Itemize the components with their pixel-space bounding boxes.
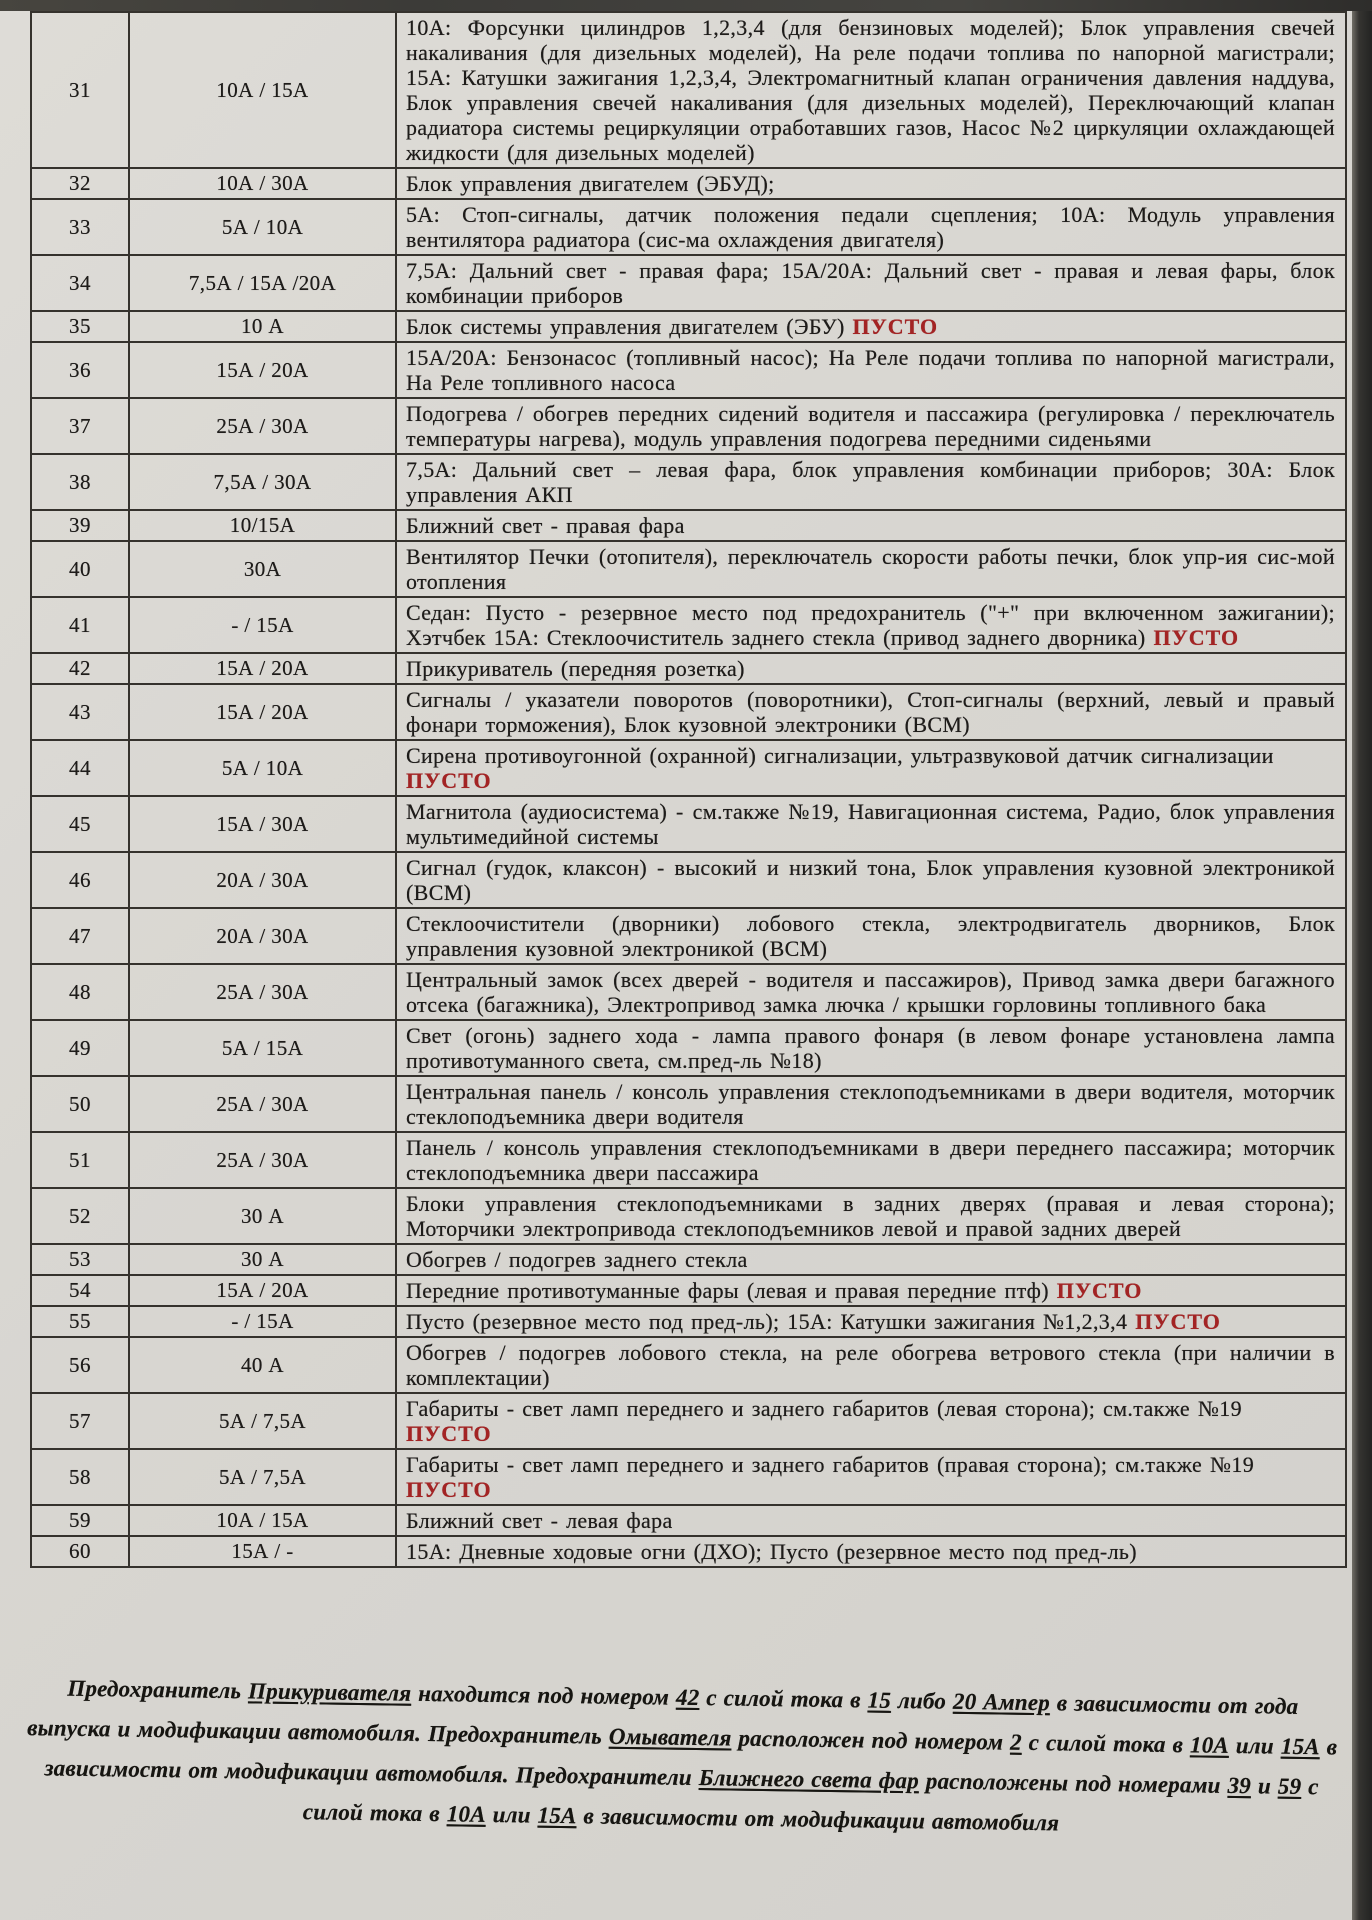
table-row — [31, 1076, 1346, 1132]
empty-marker-label: ПУСТО — [406, 768, 492, 793]
fuse-number-cell: 33 — [31, 199, 129, 255]
description-cell — [396, 1449, 1346, 1505]
table-row — [31, 1393, 1346, 1449]
description-cell — [396, 1188, 1346, 1244]
fuse-number-cell: 44 — [31, 740, 129, 796]
amperage-cell: 15А / 20А — [129, 684, 396, 740]
footer-underlined-term: 39 — [1227, 1772, 1252, 1799]
amperage-cell: 10А / 30А — [129, 168, 396, 199]
description-text: 10А: Форсунки цилиндров 1,2,3,4 (для бензиновых моделей); Блок управления свечей накаливания (для дизельных моделей), На реле подачи топлива по напорной магистрали; 15А: Катушки зажигания 1,2,3,4, Электромагнитный клапан ограничения давления наддува, Блок управления свечей накаливания (для дизельных моделей), Переключающий клапан радиатора системы рециркуляции отработавших газов, Насос №2 циркуляции охлаждающей жидкости (для дизельных моделей) — [406, 15, 1335, 165]
description-text: 15А: Дневные ходовые огни (ДХО); Пусто (резервное место под пред-ль) — [406, 1539, 1137, 1564]
description-cell — [396, 684, 1346, 740]
empty-marker-label: ПУСТО — [852, 314, 939, 339]
amperage-cell: 5А / 7,5А — [129, 1393, 396, 1449]
fuse-number-cell: 54 — [31, 1275, 129, 1306]
description-text: Сигналы / указатели поворотов (поворотники), Стоп-сигналы (верхний, левый и правый фонари торможения), Блок кузовной электроники (ВСМ) — [406, 687, 1335, 737]
description-cell — [396, 255, 1346, 311]
footer-text: в зависимости от модификации автомобиля. Предохранители — [44, 1734, 1338, 1791]
description-cell — [396, 1244, 1346, 1275]
fuse-number-cell: 55 — [31, 1306, 129, 1337]
description-text: Панель / консоль управления стеклоподъемниками в двери переднего пассажира; моторчик стеклоподъемника двери пассажира — [406, 1135, 1335, 1185]
description-cell — [396, 597, 1346, 653]
fuse-number-cell: 46 — [31, 852, 129, 908]
scan-edge-right — [1352, 0, 1372, 1920]
amperage-cell: 10А / 15А — [129, 1505, 396, 1536]
description-cell — [396, 311, 1346, 342]
fuse-number-cell: 57 — [31, 1393, 129, 1449]
description-text: 15А/20А: Бензонасос (топливный насос); На Реле подачи топлива по напорной магистрали, На Реле топливного насоса — [406, 345, 1335, 395]
amperage-cell: - / 15А — [129, 597, 396, 653]
fuse-number-cell: 45 — [31, 796, 129, 852]
footer-text: с силой тока в — [699, 1685, 868, 1713]
amperage-cell: 25А / 30А — [129, 398, 396, 454]
empty-marker-label: ПУСТО — [1135, 1309, 1221, 1334]
table-row — [31, 653, 1346, 684]
fuse-number-cell: 50 — [31, 1076, 129, 1132]
table-row — [31, 796, 1346, 852]
table-row — [31, 908, 1346, 964]
amperage-cell: 7,5А / 30А — [129, 454, 396, 510]
amperage-cell: 15А / 20А — [129, 653, 396, 684]
table-row — [31, 1306, 1346, 1337]
description-cell — [396, 1505, 1346, 1536]
amperage-cell: 10/15А — [129, 510, 396, 541]
fuse-number-cell: 38 — [31, 454, 129, 510]
description-cell — [396, 1536, 1346, 1567]
description-cell — [396, 964, 1346, 1020]
footer-text: Предохранитель — [67, 1675, 249, 1704]
footer-text: в зависимости от года выпуска и модификации автомобиля. Предохранитель — [27, 1690, 1299, 1749]
description-cell — [396, 908, 1346, 964]
footer-underlined-term: 15А — [537, 1802, 577, 1829]
description-cell — [396, 454, 1346, 510]
table-row — [31, 964, 1346, 1020]
empty-marker-label: ПУСТО — [406, 1477, 492, 1502]
description-text: Блок управления двигателем (ЭБУД); — [406, 171, 775, 196]
description-text: Ближний свет - правая фара — [406, 513, 685, 538]
footer-underlined-term: 15 — [867, 1687, 892, 1713]
amperage-cell: 20А / 30А — [129, 908, 396, 964]
table-row — [31, 12, 1346, 168]
footer-text: расположены под номерами — [918, 1768, 1228, 1798]
table-row — [31, 1275, 1346, 1306]
table-row — [31, 510, 1346, 541]
table-row — [31, 199, 1346, 255]
fuse-number-cell: 53 — [31, 1244, 129, 1275]
footer-underlined-term: 59 — [1277, 1773, 1302, 1799]
description-text: 7,5А: Дальний свет – левая фара, блок управления комбинации приборов; 30А: Блок управления АКП — [406, 457, 1335, 507]
fuse-table-body — [31, 12, 1346, 1567]
table-row — [31, 1505, 1346, 1536]
amperage-cell: 7,5А / 15А /20А — [129, 255, 396, 311]
table-row — [31, 1337, 1346, 1393]
amperage-cell: 25А / 30А — [129, 964, 396, 1020]
fuse-number-cell: 47 — [31, 908, 129, 964]
description-text: Обогрев / подогрев заднего стекла — [406, 1247, 748, 1272]
scan-edge-top — [0, 0, 1372, 11]
description-cell — [396, 1337, 1346, 1393]
description-cell — [396, 653, 1346, 684]
footer-underlined-term: Ближнего света фар — [698, 1765, 920, 1794]
description-text: 7,5А: Дальний свет - правая фара; 15А/20А: Дальний свет - правая и левая фары, блок комбинации приборов — [406, 258, 1335, 308]
description-cell — [396, 168, 1346, 199]
footer-note — [21, 1668, 1343, 1848]
description-text: 5А: Стоп-сигналы, датчик положения педали сцепления; 10А: Модуль управления вентилятора радиатора (сис-ма охлаждения двигателя) — [406, 202, 1335, 252]
fuse-number-cell: 51 — [31, 1132, 129, 1188]
amperage-cell: 30А — [129, 541, 396, 597]
footer-text: находится под номером — [411, 1680, 677, 1710]
description-text: Блок системы управления двигателем (ЭБУ) — [406, 314, 845, 339]
amperage-cell: 25А / 30А — [129, 1132, 396, 1188]
table-row — [31, 1449, 1346, 1505]
description-text: Сигнал (гудок, клаксон) - высокий и низкий тона, Блок управления кузовной электроникой (ВСМ) — [406, 855, 1335, 905]
description-text: Сирена противоугонной (охранной) сигнализации, ультразвуковой датчик сигнализации — [406, 743, 1274, 768]
empty-marker-label: ПУСТО — [1153, 625, 1240, 650]
fuse-table — [30, 11, 1347, 1568]
fuse-number-cell: 31 — [31, 12, 129, 168]
amperage-cell: 5А / 15А — [129, 1020, 396, 1076]
table-row — [31, 454, 1346, 510]
description-cell — [396, 199, 1346, 255]
description-cell — [396, 1076, 1346, 1132]
footer-underlined-term: 10А — [446, 1801, 486, 1827]
table-row — [31, 342, 1346, 398]
table-row — [31, 255, 1346, 311]
amperage-cell: 5А / 7,5А — [129, 1449, 396, 1505]
table-row — [31, 1132, 1346, 1188]
footer-text: расположен под номером — [731, 1725, 1011, 1755]
footer-text: с силой тока в — [1021, 1729, 1191, 1758]
amperage-cell: 5А / 10А — [129, 740, 396, 796]
description-text: Габариты - свет ламп переднего и заднего габаритов (правая сторона); см.также №19 — [406, 1452, 1255, 1477]
description-cell — [396, 1020, 1346, 1076]
amperage-cell: 30 А — [129, 1244, 396, 1275]
description-text: Центральный замок (всех дверей - водителя и пассажиров), Привод замка двери багажного отсека (багажника), Электропривод замка лючка / крышки горловины топливного бака — [406, 967, 1335, 1017]
table-row — [31, 168, 1346, 199]
amperage-cell: 10А / 15А — [129, 12, 396, 168]
footer-text: в зависимости от модификации автомобиля — [576, 1803, 1060, 1836]
footer-underlined-term: 15А — [1280, 1733, 1320, 1760]
description-cell — [396, 342, 1346, 398]
amperage-cell: 15А / 30А — [129, 796, 396, 852]
amperage-cell: 30 А — [129, 1188, 396, 1244]
fuse-number-cell: 59 — [31, 1505, 129, 1536]
description-text: Обогрев / подогрев лобового стекла, на реле обогрева ветрового стекла (при наличии в комплектации) — [406, 1340, 1335, 1390]
description-text: Стеклоочистители (дворники) лобового стекла, электродвигатель дворников, Блок управления кузовной электроникой (ВСМ) — [406, 911, 1335, 961]
description-text: Центральная панель / консоль управления стеклоподъемниками в двери водителя, моторчик стеклоподъемника двери водителя — [406, 1079, 1335, 1129]
table-row — [31, 398, 1346, 454]
fuse-number-cell: 49 — [31, 1020, 129, 1076]
table-row — [31, 311, 1346, 342]
footer-text: с силой тока в — [302, 1773, 1319, 1827]
amperage-cell: 15А / 20А — [129, 1275, 396, 1306]
description-text: Блоки управления стеклоподъемниками в задних дверях (правая и левая сторона); Моторчики электропривода стеклоподъемников левой и правой задних дверей — [406, 1191, 1335, 1241]
fuse-number-cell: 32 — [31, 168, 129, 199]
description-text: Передние противотуманные фары (левая и правая передние птф) — [406, 1278, 1049, 1303]
fuse-number-cell: 35 — [31, 311, 129, 342]
fuse-number-cell: 42 — [31, 653, 129, 684]
description-text: Ближний свет - левая фара — [406, 1508, 673, 1533]
description-cell — [396, 1306, 1346, 1337]
amperage-cell: 40 А — [129, 1337, 396, 1393]
fuse-number-cell: 48 — [31, 964, 129, 1020]
footer-text: и — [1250, 1773, 1279, 1799]
footer-text: либо — [890, 1687, 954, 1714]
description-cell — [396, 1275, 1346, 1306]
footer-underlined-term: 2 — [1009, 1729, 1023, 1755]
fuse-number-cell: 36 — [31, 342, 129, 398]
fuse-number-cell: 40 — [31, 541, 129, 597]
description-text: Седан: Пусто - резервное место под предохранитель ("+" при включенном зажигании); Хэтчбек 15А: Стеклоочиститель заднего стекла (привод заднего дворника) — [406, 600, 1335, 650]
table-row — [31, 1020, 1346, 1076]
table-row — [31, 740, 1346, 796]
description-cell — [396, 1393, 1346, 1449]
description-text: Пусто (резервное место под пред-ль); 15А: Катушки зажигания №1,2,3,4 — [406, 1309, 1128, 1334]
amperage-cell: 15А / - — [129, 1536, 396, 1567]
description-text: Вентилятор Печки (отопителя), переключатель скорости работы печки, блок упр-ия сис-мой отопления — [406, 544, 1335, 594]
description-cell — [396, 541, 1346, 597]
description-cell — [396, 740, 1346, 796]
description-cell — [396, 510, 1346, 541]
fuse-number-cell: 43 — [31, 684, 129, 740]
fuse-number-cell: 39 — [31, 510, 129, 541]
table-row — [31, 1244, 1346, 1275]
table-row — [31, 684, 1346, 740]
fuse-number-cell: 52 — [31, 1188, 129, 1244]
footer-text: или — [1228, 1732, 1282, 1759]
fuse-number-cell: 56 — [31, 1337, 129, 1393]
table-row — [31, 852, 1346, 908]
description-cell — [396, 796, 1346, 852]
footer-underlined-term: Прикуривателя — [247, 1678, 412, 1706]
table-row — [31, 541, 1346, 597]
description-text: Подогрева / обогрев передних сидений водителя и пассажира (регулировка / переключатель температуры нагрева), модуль управления подогрева передними сиденьями — [406, 401, 1335, 451]
empty-marker-label: ПУСТО — [1056, 1278, 1143, 1303]
fuse-number-cell: 58 — [31, 1449, 129, 1505]
table-row — [31, 1188, 1346, 1244]
table-row — [31, 597, 1346, 653]
table-row — [31, 1536, 1346, 1567]
amperage-cell: 25А / 30А — [129, 1076, 396, 1132]
footer-text: или — [485, 1801, 538, 1828]
fuse-number-cell: 34 — [31, 255, 129, 311]
amperage-cell: 5А / 10А — [129, 199, 396, 255]
description-text: Прикуриватель (передняя розетка) — [406, 656, 745, 681]
description-cell — [396, 12, 1346, 168]
footer-underlined-term: 10А — [1189, 1732, 1230, 1758]
fuse-number-cell: 60 — [31, 1536, 129, 1567]
empty-marker-label: ПУСТО — [406, 1421, 492, 1446]
amperage-cell: - / 15А — [129, 1306, 396, 1337]
description-cell — [396, 1132, 1346, 1188]
fuse-number-cell: 37 — [31, 398, 129, 454]
description-text: Магнитола (аудиосистема) - см.также №19, Навигационная система, Радио, блок управления мультимедийной системы — [406, 799, 1335, 849]
fuse-number-cell: 41 — [31, 597, 129, 653]
amperage-cell: 15А / 20А — [129, 342, 396, 398]
footer-underlined-term: 20 Ампер — [952, 1688, 1051, 1716]
amperage-cell: 10 А — [129, 311, 396, 342]
amperage-cell: 20А / 30А — [129, 852, 396, 908]
description-text: Свет (огонь) заднего хода - лампа правого фонаря (в левом фонаре установлена лампа противотуманного света, см.пред-ль №18) — [406, 1023, 1335, 1073]
description-text: Габариты - свет ламп переднего и заднего габаритов (левая сторона); см.также №19 — [406, 1396, 1242, 1421]
footer-underlined-term: Омывателя — [608, 1723, 732, 1751]
description-cell — [396, 852, 1346, 908]
description-cell — [396, 398, 1346, 454]
footer-underlined-term: 42 — [675, 1684, 700, 1711]
